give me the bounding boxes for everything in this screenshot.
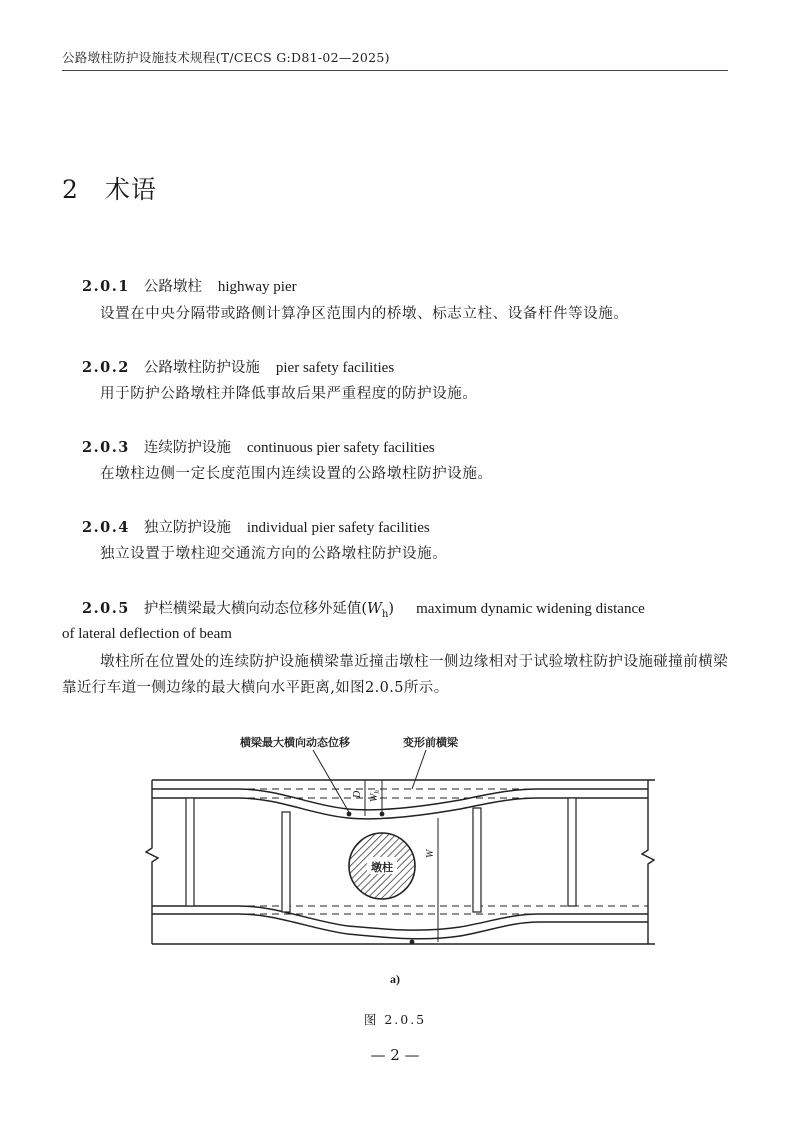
figure-caption: 图 2.0.5 (363, 1012, 427, 1027)
leader-line-pre-deformation (412, 750, 426, 789)
running-head: 公路墩柱防护设施技术规程(T/CECS G:D81-02—2025) (62, 50, 390, 65)
deformed-beam-bottom-inner (152, 914, 648, 939)
label-max-deflection: 横梁最大横向动态位移 (240, 736, 350, 749)
deflection-point (347, 812, 352, 817)
dim-W-label: W (425, 849, 436, 858)
term-number: 2.0.2 (82, 359, 130, 376)
pier-label: 墩柱 (371, 861, 393, 874)
deflection-point (380, 812, 385, 817)
term-symbol: W (367, 601, 382, 617)
term-zh: 公路墩柱 (143, 279, 202, 295)
page-number: — 2 — (370, 1046, 420, 1064)
chapter-number: 2 (62, 175, 79, 204)
term-number: 2.0.1 (82, 278, 130, 295)
term-number: 2.0.4 (82, 519, 130, 536)
term-en-continued: of lateral deflection of beam (62, 626, 232, 642)
figure-sublabel: a) (390, 972, 400, 986)
term-zh: 护栏横梁最大横向动态位移外延值( (143, 601, 368, 617)
term-heading (82, 436, 435, 457)
guardrail-post (473, 808, 481, 912)
term-definition: 独立设置于墩柱迎交通流方向的公路墩柱防护设施。 (100, 546, 448, 562)
right-break-line (642, 780, 654, 944)
term-definition: 墩柱所在位置处的连续防护设施横梁靠近撞击墩柱一侧边缘相对于试验墩柱防护设施碰撞前横梁靠近行车道一侧边缘的最大横向水平距离,如图2.0.5所示。 (62, 654, 728, 696)
deflection-point (410, 940, 415, 945)
dim-D-label: D (352, 790, 363, 798)
guardrail-deflection-diagram (120, 728, 680, 958)
term-symbol-subscript: h (381, 608, 389, 620)
dim-Wh-label (369, 790, 381, 802)
term-number: 2.0.3 (82, 439, 130, 456)
label-pre-deformation: 变形前横梁 (403, 736, 458, 749)
term-heading (82, 356, 394, 377)
dim-Wh-subscript: h (373, 790, 381, 794)
term-en: individual pier safety facilities (246, 520, 430, 536)
chapter-name: 术语 (104, 175, 157, 204)
term-zh-close: ) (388, 601, 395, 617)
term-en: maximum dynamic widening distance (416, 601, 645, 617)
dim-Wh-symbol: W (369, 793, 380, 802)
term-heading (82, 275, 297, 296)
term-en: continuous pier safety facilities (246, 440, 435, 456)
deformed-beam-bottom-outer (152, 906, 648, 930)
guardrail-post (186, 798, 194, 906)
term-zh: 公路墩柱防护设施 (143, 360, 260, 376)
term-zh: 连续防护设施 (143, 440, 231, 456)
term-en: highway pier (217, 279, 297, 295)
chapter-title (62, 170, 157, 206)
term-zh: 独立防护设施 (143, 520, 231, 536)
term-heading (82, 597, 645, 620)
term-number: 2.0.5 (82, 600, 130, 617)
term-en: pier safety facilities (275, 360, 395, 376)
term-heading (82, 516, 430, 537)
term-definition: 设置在中央分隔带或路侧计算净区范围内的桥墩、标志立柱、设备杆件等设施。 (100, 306, 629, 322)
guardrail-post (282, 812, 290, 912)
term-definition: 用于防护公路墩柱并降低事故后果严重程度的防护设施。 (100, 386, 478, 402)
left-break-line (146, 780, 158, 944)
guardrail-post (568, 798, 576, 906)
term-definition: 在墩柱边侧一定长度范围内连续设置的公路墩柱防护设施。 (100, 466, 493, 482)
header-rule (62, 70, 728, 71)
